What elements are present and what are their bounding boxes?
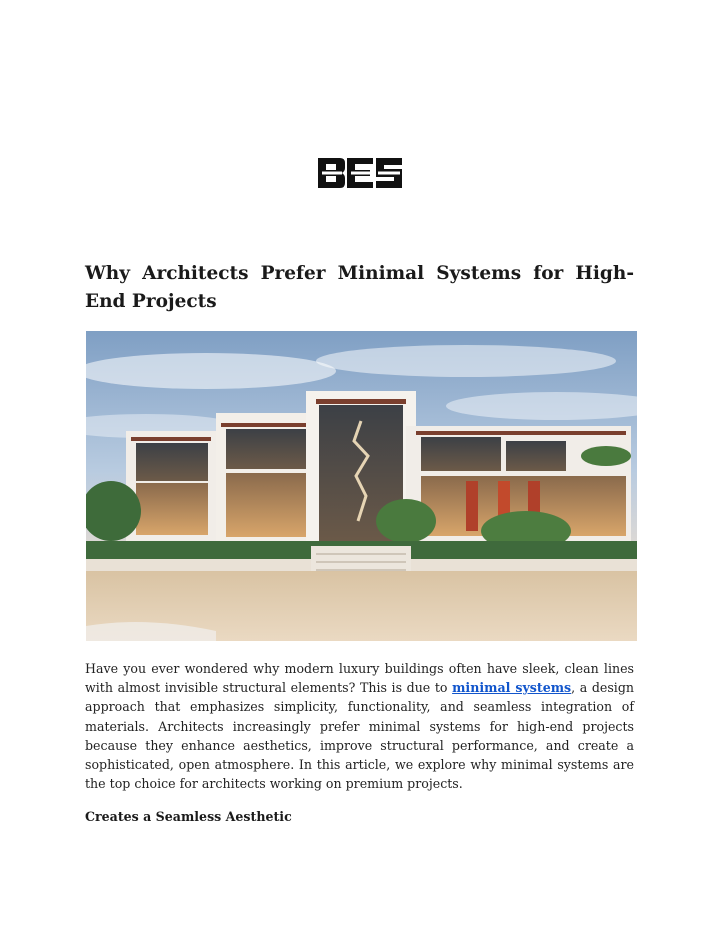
modern-villa-photo-icon (86, 331, 637, 641)
bes-logo-icon (318, 158, 402, 188)
section-heading: Creates a Seamless Aesthetic (85, 809, 292, 824)
article-intro (85, 659, 634, 793)
minimal-systems-link[interactable]: minimal systems (452, 680, 572, 696)
article-title: Why Architects Prefer Minimal Systems for High-End Projects (85, 263, 634, 312)
hero-image (86, 331, 637, 641)
intro-text-end: , a design approach that emphasizes simplicity, functionality, and seamless integration of materials. Architects increasingly prefer minimal systems for high-end projects because they enhance aesthetics, improve structural performance, and create a sophisticated, open atmosphere. In this article, we explore why minimal systems are the top choice for architects working on premium projects. (85, 680, 635, 792)
intro-text-start: Have you ever wondered why modern luxury buildings often have sleek, clean lines with almost invisible structural elements? This is due to (85, 661, 634, 696)
bes-logo (318, 158, 402, 188)
